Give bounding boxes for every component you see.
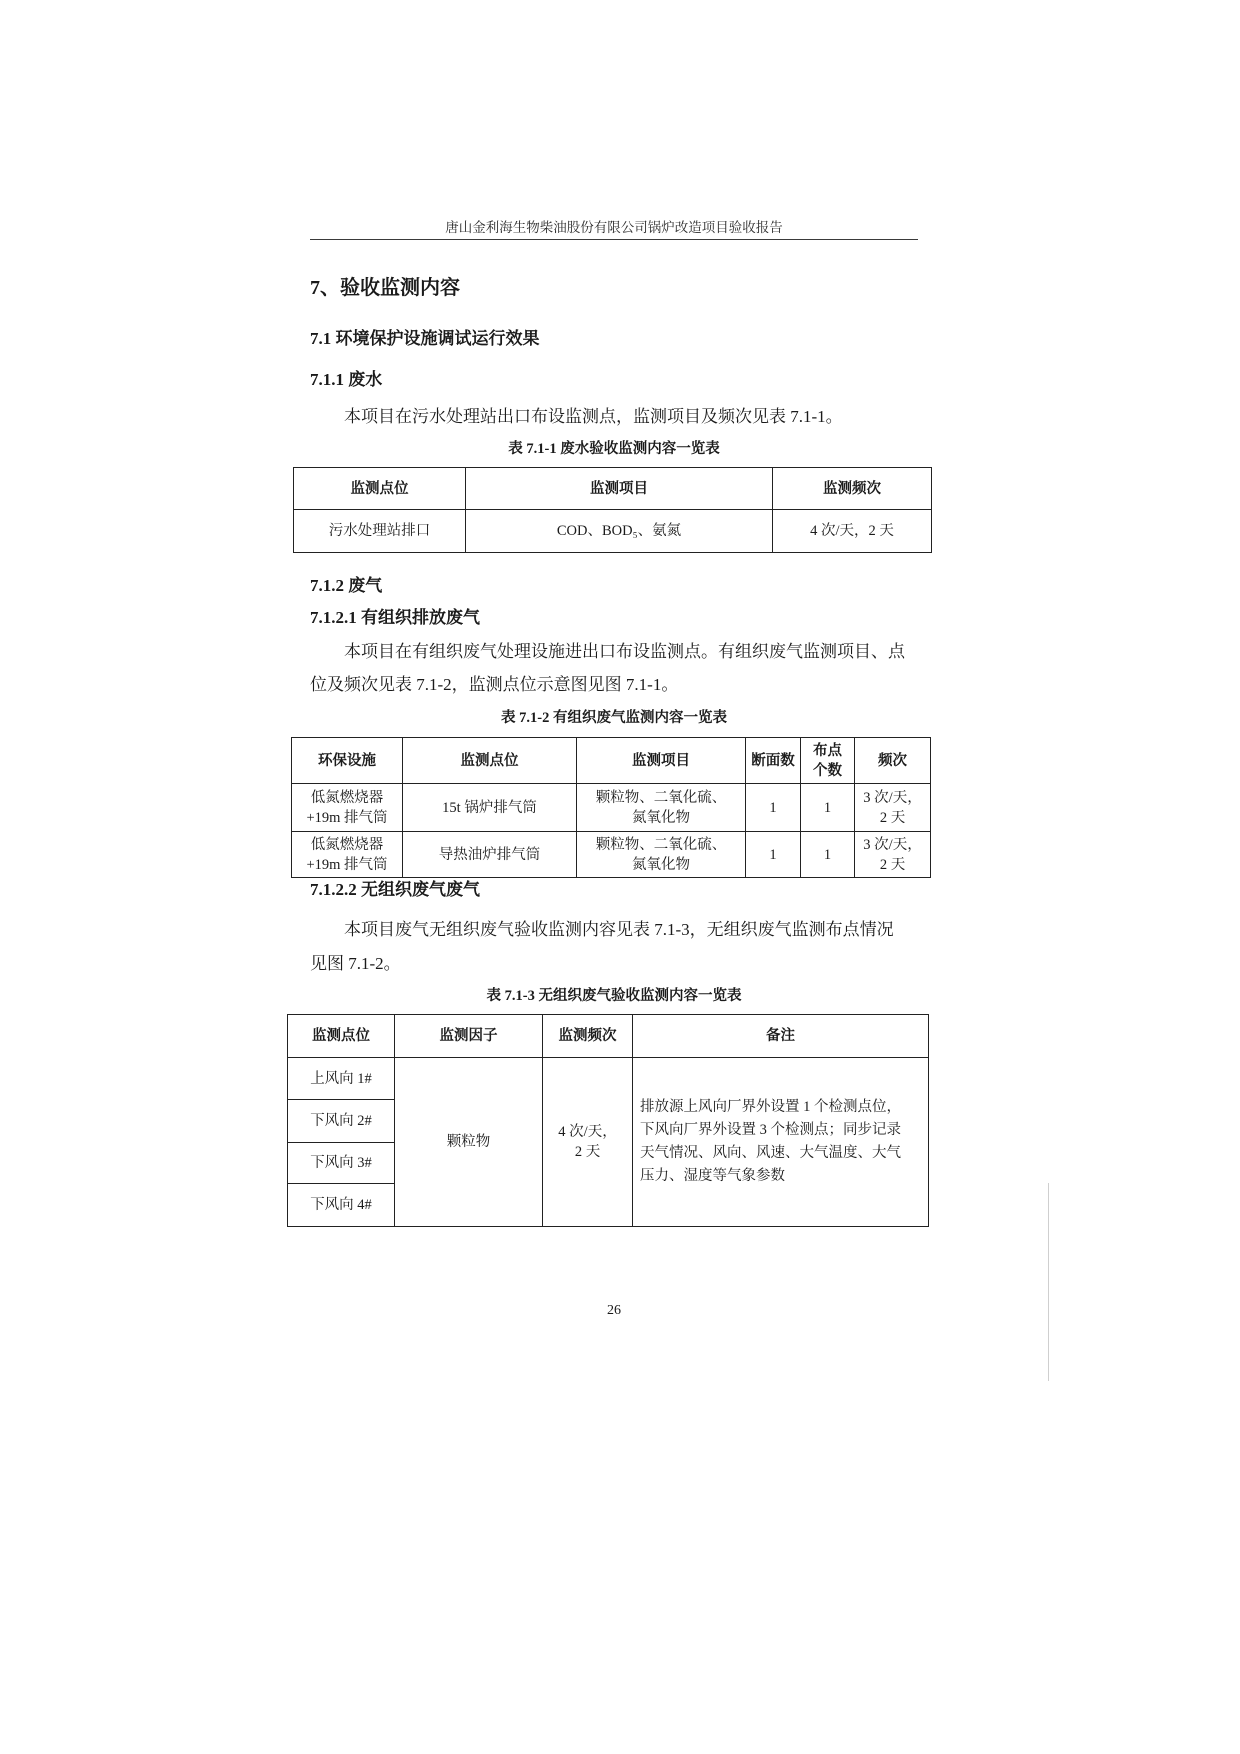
monitoring-point-cell: 下风向 3#	[288, 1143, 395, 1184]
table-cell: COD、BOD₅、氨氮	[466, 510, 773, 553]
table-cell: 1	[746, 832, 801, 878]
page-number: 26	[607, 1303, 621, 1318]
subsection-title: 7.1 环境保护设施调试运行效果	[310, 329, 540, 348]
header-cell: 备注	[633, 1015, 929, 1058]
paragraph-line: 位及频次见表 7.1-2，监测点位示意图见图 7.1-1。	[310, 675, 679, 694]
monitoring-point-cell: 上风向 1#	[288, 1058, 395, 1100]
table-wastewater-monitoring	[293, 467, 932, 553]
table-row	[292, 832, 931, 878]
paragraph-organized-emission	[310, 635, 920, 701]
header-cell: 监测因子	[395, 1015, 543, 1058]
table-row	[292, 784, 931, 832]
table-cell: 颗粒物、二氧化硫、 氮氧化物	[577, 784, 746, 832]
header-cell: 断面数	[746, 738, 801, 784]
table-row	[294, 510, 932, 553]
frequency-cell: 4 次/天， 2 天	[543, 1058, 633, 1227]
header-cell: 频次	[855, 738, 931, 784]
table-header-row	[292, 738, 931, 784]
header-cell: 环保设施	[292, 738, 403, 784]
table-cell: 15t 锅炉排气筒	[403, 784, 577, 832]
header-cell: 监测项目	[466, 468, 773, 510]
header-cell: 监测点位	[403, 738, 577, 784]
section-title: 7、验收监测内容	[310, 277, 460, 299]
table-caption-7-1-2: 表 7.1-2 有组织废气监测内容一览表	[501, 710, 727, 726]
table-organized-gas-monitoring	[291, 737, 931, 878]
heading-wastewater: 7.1.1 废水	[310, 370, 383, 389]
header-cell: 布点 个数	[801, 738, 855, 784]
paragraph-fugitive-emission	[310, 913, 920, 981]
table-header-row	[294, 468, 932, 510]
table-cell: 1	[801, 832, 855, 878]
table-cell: 1	[746, 784, 801, 832]
table-cell: 低氮燃烧器 +19m 排气筒	[292, 832, 403, 878]
table-cell: 低氮燃烧器 +19m 排气筒	[292, 784, 403, 832]
table-cell: 颗粒物、二氧化硫、 氮氧化物	[577, 832, 746, 878]
table-cell: 4 次/天，2 天	[773, 510, 932, 553]
table-cell: 导热油炉排气筒	[403, 832, 577, 878]
header-cell: 监测点位	[288, 1015, 395, 1058]
paragraph-line: 本项目废气无组织废气验收监测内容见表 7.1-3，无组织废气监测布点情况	[344, 920, 894, 939]
header-cell: 监测项目	[577, 738, 746, 784]
heading-organized-emission: 7.1.2.1 有组织排放废气	[310, 608, 480, 627]
table-caption-7-1-1: 表 7.1-1 废水验收监测内容一览表	[508, 441, 720, 457]
table-cell: 污水处理站排口	[294, 510, 466, 553]
factor-cell: 颗粒物	[395, 1058, 543, 1227]
paragraph-line: 本项目在污水处理站出口布设监测点，监测项目及频次见表 7.1-1。	[344, 407, 843, 426]
scan-artifact-line	[1048, 1183, 1049, 1381]
table-cell: 1	[801, 784, 855, 832]
heading-waste-gas: 7.1.2 废气	[310, 576, 383, 595]
monitoring-point-cell: 下风向 2#	[288, 1100, 395, 1143]
table-cell: 3 次/天， 2 天	[855, 832, 931, 878]
heading-fugitive-emission: 7.1.2.2 无组织废气废气	[310, 880, 480, 899]
table-fugitive-gas-monitoring	[287, 1014, 929, 1227]
table-row	[288, 1058, 929, 1100]
monitoring-point-cell: 下风向 4#	[288, 1184, 395, 1227]
header-cell: 监测点位	[294, 468, 466, 510]
header-cell: 监测频次	[773, 468, 932, 510]
paragraph-line: 本项目在有组织废气处理设施进出口布设监测点。有组织废气监测项目、点	[344, 642, 905, 661]
paragraph-line: 见图 7.1-2。	[310, 954, 401, 973]
running-header: 唐山金利海生物柴油股份有限公司锅炉改造项目验收报告	[445, 220, 783, 235]
header-cell: 监测频次	[543, 1015, 633, 1058]
header-divider	[310, 239, 918, 240]
table-cell: 3 次/天， 2 天	[855, 784, 931, 832]
table-caption-7-1-3: 表 7.1-3 无组织废气验收监测内容一览表	[486, 988, 742, 1004]
paragraph-wastewater	[310, 400, 920, 433]
table-header-row	[288, 1015, 929, 1058]
remarks-cell: 排放源上风向厂界外设置 1 个检测点位， 下风向厂界外设置 3 个检测点；同步记录 天气情况、风向、风速、大气温度、大气 压力、湿度等气象参数	[633, 1058, 929, 1227]
